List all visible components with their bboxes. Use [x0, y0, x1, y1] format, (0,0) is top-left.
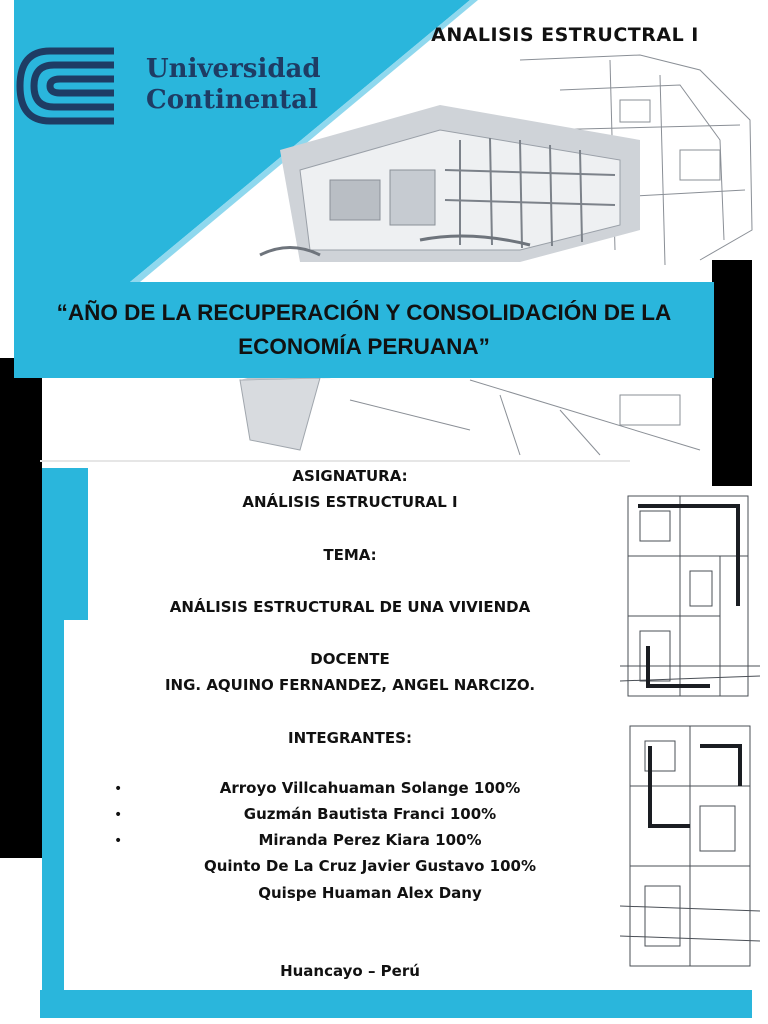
topic-value: ANÁLISIS ESTRUCTURAL DE UNA VIVIENDA	[169, 598, 531, 616]
place: Huancayo – Perú	[280, 962, 420, 980]
university-name-line2: Continental	[146, 85, 318, 115]
member-bullet: •	[114, 781, 123, 797]
left-cyan-strip	[42, 620, 64, 1018]
continental-c-logo-icon	[14, 45, 130, 127]
banner-line2: ECONOMÍA PERUANA”	[238, 334, 490, 359]
document-code: ANALISIS ESTRUCTRAL I	[431, 24, 699, 46]
member-name: Arroyo Villcahuaman Solange 100%	[219, 779, 521, 797]
building-illustration	[240, 105, 640, 450]
topic-label: TEMA:	[323, 546, 377, 564]
banner-line1: “AÑO DE LA RECUPERACIÓN Y CONSOLIDACIÓN DE LA	[56, 300, 672, 325]
member-name: Quinto De La Cruz Javier Gustavo 100%	[203, 857, 536, 875]
member-bullet: •	[114, 807, 123, 823]
university-name-line1: Universidad	[146, 54, 321, 84]
teacher-label: DOCENTE	[310, 650, 390, 668]
member-name: Miranda Perez Kiara 100%	[258, 831, 482, 849]
members-label: INTEGRANTES:	[288, 729, 412, 747]
course-label: ASIGNATURA:	[292, 467, 408, 485]
top-thin-line	[40, 460, 630, 462]
member-name: Guzmán Bautista Franci 100%	[243, 805, 497, 823]
member-bullet: •	[114, 833, 123, 849]
member-name: Quispe Huaman Alex Dany	[258, 884, 482, 902]
right-black-tab	[712, 260, 752, 486]
bottom-cyan-bar	[40, 990, 752, 1018]
left-cyan-block	[42, 468, 88, 620]
left-black-bar	[0, 358, 42, 858]
university-name	[146, 54, 321, 116]
course-value: ANÁLISIS ESTRUCTURAL I	[242, 493, 458, 511]
floor-plan-illustration	[620, 486, 760, 990]
year-banner-text	[14, 296, 714, 364]
teacher-value: ING. AQUINO FERNANDEZ, ANGEL NARCIZO.	[164, 676, 536, 694]
